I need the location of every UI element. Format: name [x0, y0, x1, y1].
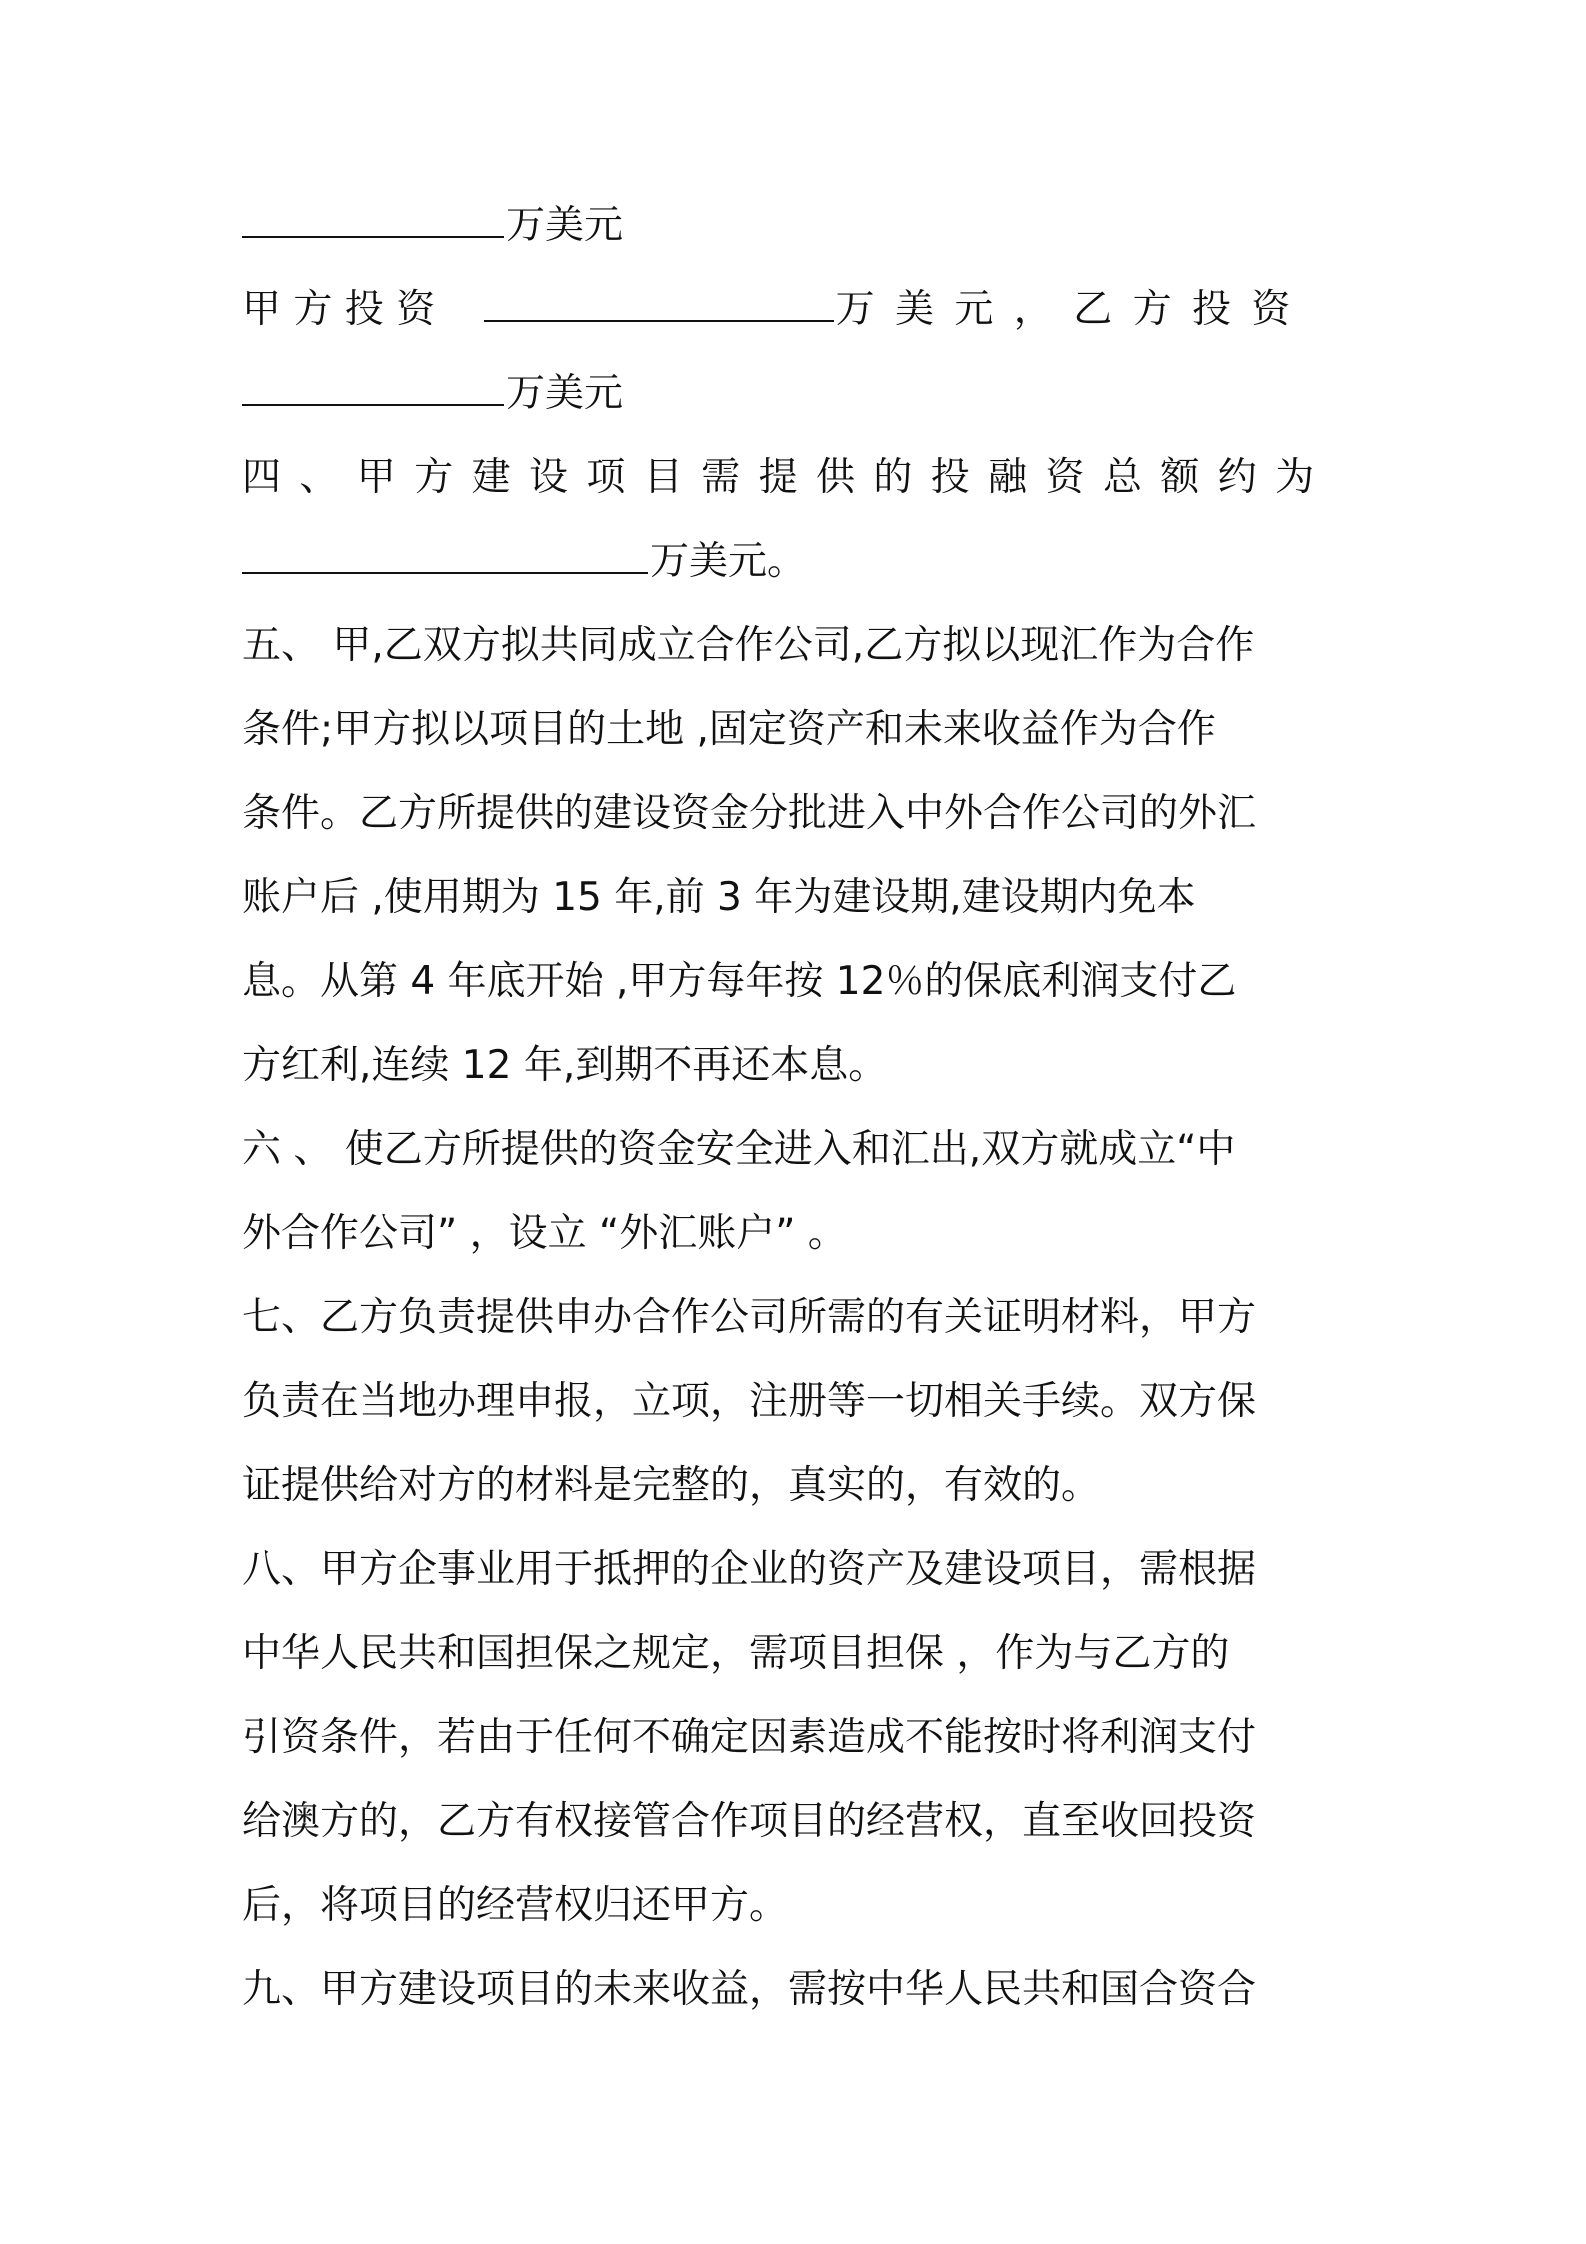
line-text: 负责在当地办理申报，立项，注册等一切相关手续。双方保: [242, 1379, 1257, 1424]
line-text: 外合作公司” ，设立 “外汇账户” 。: [242, 1211, 847, 1256]
text-line: [242, 1372, 1354, 1432]
line-text: 九、甲方建设项目的未来收益，需按中华人民共和国合资合: [242, 1967, 1257, 2012]
line-text: 后，将项目的经营权归还甲方。: [242, 1883, 789, 1928]
line-text: 万美元。: [650, 539, 807, 584]
line-text: 条件。乙方所提供的建设资金分批进入中外合作公司的外汇: [242, 791, 1257, 836]
text-line: [242, 280, 1354, 340]
line-text: 万 美 元 ， 乙 方 投 资: [835, 287, 1295, 332]
line-text: 条件;甲方拟以项目的土地 ,固定资产和未来收益作为合作: [242, 707, 1216, 752]
text-line: [242, 616, 1354, 676]
fill-in-blank: [484, 282, 834, 322]
line-text: 引资条件，若由于任何不确定因素造成不能按时将利润支付: [242, 1715, 1257, 1760]
text-line: [242, 784, 1354, 844]
line-text: 七、乙方负责提供申办合作公司所需的有关证明材料，甲方: [242, 1295, 1257, 1340]
fill-in-blank: [242, 534, 648, 574]
line-text: 给澳方的，乙方有权接管合作项目的经营权，直至收回投资: [242, 1799, 1257, 1844]
text-line: [242, 1624, 1354, 1684]
text-line: [242, 700, 1354, 760]
line-text: 万美元: [506, 203, 624, 248]
text-line: [242, 1120, 1354, 1180]
text-line: [242, 952, 1354, 1012]
text-line: [242, 448, 1354, 508]
text-line: [242, 532, 1354, 592]
text-line: [242, 1540, 1354, 1600]
line-text: 八、甲方企事业用于抵押的企业的资产及建设项目，需根据: [242, 1547, 1257, 1592]
line-text: 方红利,连续 12 年,到期不再还本息。: [242, 1043, 888, 1088]
text-line: [242, 1876, 1354, 1936]
text-line: [242, 1456, 1354, 1516]
text-line: [242, 1288, 1354, 1348]
line-text: 五、 甲,乙双方拟共同成立合作公司,乙方拟以现汇作为合作: [242, 623, 1255, 668]
line-text: 六 、 使乙方所提供的资金安全进入和汇出,双方就成立“中: [242, 1127, 1236, 1172]
line-text: 证提供给对方的材料是完整的，真实的，有效的。: [242, 1463, 1101, 1508]
text-line: [242, 196, 1354, 256]
text-line: [242, 1708, 1354, 1768]
text-line: [242, 1204, 1354, 1264]
text-line: [242, 364, 1354, 424]
line-text: 万美元: [506, 371, 624, 416]
line-text: 四 、 甲 方 建 设 项 目 需 提 供 的 投 融 资 总 额 约 为: [242, 455, 1318, 500]
text-line: [242, 1792, 1354, 1852]
line-text: 息。从第 4 年底开始 ,甲方每年按 12％的保底利润支付乙: [242, 959, 1237, 1004]
fill-in-blank: [242, 366, 504, 406]
text-line: [242, 1036, 1354, 1096]
text-line: [242, 1960, 1354, 2020]
line-text: 甲 方 投 资: [242, 287, 436, 332]
text-line: [242, 868, 1354, 928]
line-text: 账户后 ,使用期为 15 年,前 3 年为建设期,建设期内免本: [242, 875, 1196, 920]
line-text: 中华人民共和国担保之规定，需项目担保 ，作为与乙方的: [242, 1631, 1230, 1676]
fill-in-blank: [242, 198, 504, 238]
